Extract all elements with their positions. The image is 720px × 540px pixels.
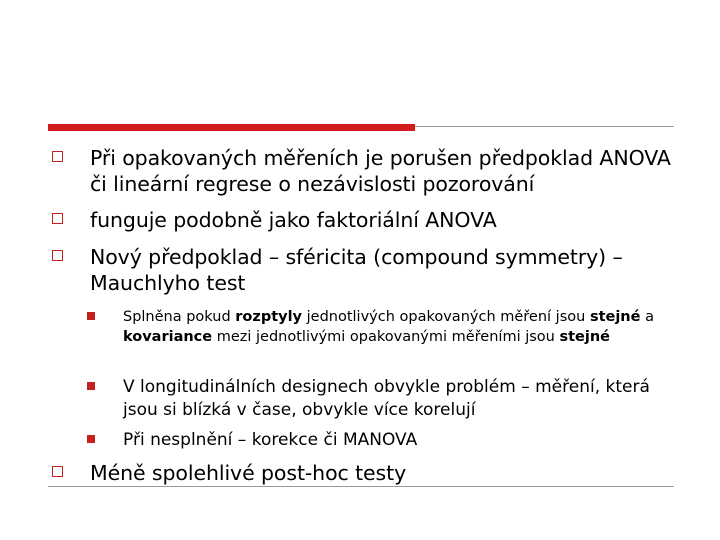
term-kovariance: kovariance xyxy=(123,329,213,345)
term-stejne: stejné xyxy=(559,329,610,345)
filled-square-bullet-icon xyxy=(87,382,95,390)
hollow-square-bullet-icon xyxy=(52,466,63,477)
hollow-square-bullet-icon xyxy=(52,250,63,261)
top-accent-bar xyxy=(48,124,415,131)
subbullet-text-part: mezi jednotlivými opakovanými měřeními jsou xyxy=(212,329,560,345)
term-stejne: stejné xyxy=(589,309,641,325)
subbullet-text: V longitudinálních designech obvykle problém – měření, která jsou si blízká v čase, obvykle více korelují xyxy=(123,377,650,420)
hollow-square-bullet-icon xyxy=(52,213,63,224)
bullet-text: funguje podobně jako faktoriální ANOVA xyxy=(90,208,497,232)
bottom-rule xyxy=(48,486,674,487)
term-rozptyly: rozptyly xyxy=(235,309,303,325)
subbullet-text: Při nesplnění – korekce či MANOVA xyxy=(123,430,418,450)
subbullet-text-part: Splněna pokud xyxy=(123,309,236,325)
filled-square-bullet-icon xyxy=(87,312,95,320)
subbullet-text-part: a xyxy=(640,309,654,325)
hollow-square-bullet-icon xyxy=(52,151,63,162)
subbullet-text-part: jednotlivých opakovaných měření jsou xyxy=(302,309,590,325)
bullet-text: Nový předpoklad – sféricita (compound symmetry) – Mauchlyho test xyxy=(90,245,623,295)
bullet-text: Méně spolehlivé post-hoc testy xyxy=(90,461,407,485)
subbullet-text xyxy=(123,307,678,347)
bullet-text: Při opakovaných měřeních je porušen předpoklad ANOVA či lineární regrese o nezávislosti pozorování xyxy=(90,146,671,196)
filled-square-bullet-icon xyxy=(87,435,95,443)
